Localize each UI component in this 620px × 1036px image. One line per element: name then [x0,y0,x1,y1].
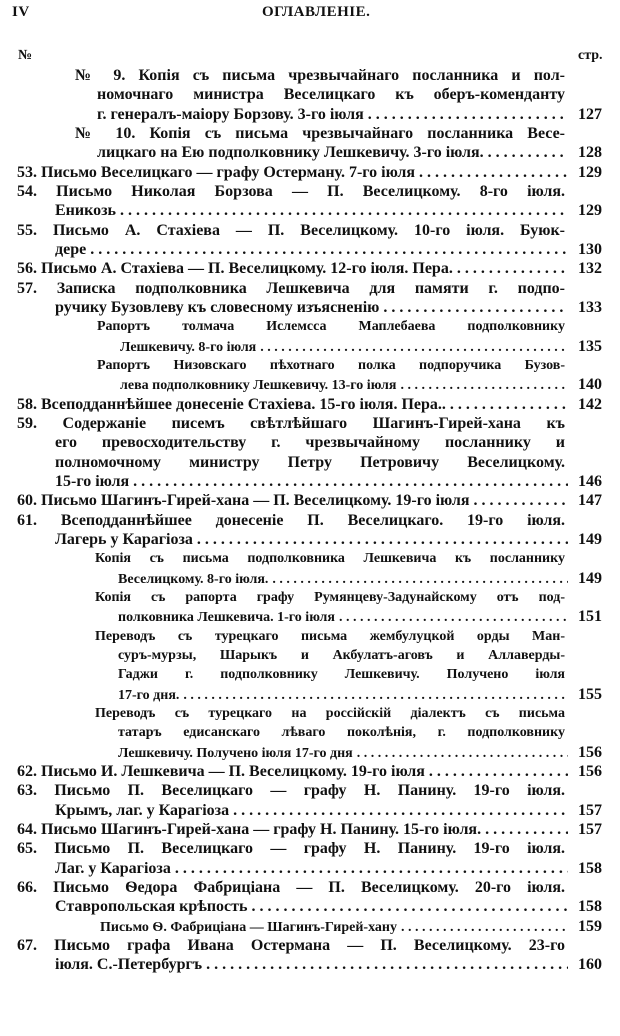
toc-line: 65. Письмо П. Веселицкаго — графу Н. Панину. 19-го іюля. [17,840,565,858]
toc-line [17,762,602,782]
toc-line [55,897,602,917]
toc-line: татаръ едисанскаго лѣваго поколѣнія, г. подполковнику [118,725,565,741]
toc-line [55,201,602,221]
toc-page-number: 140 [578,376,602,394]
toc-page-number: 147 [578,492,602,510]
toc-page-number: 149 [578,530,602,548]
toc-line-text: лицкаго на Ею подполковнику Лешкевичу. 3-го іюля. [97,144,484,162]
toc-line-text: іюля. С.-Петербургъ [55,956,203,974]
toc-line [17,820,602,840]
toc-page-number: 159 [578,917,602,935]
toc-line: 66. Письмо Ѳедора Фабриціана — П. Веселицкому. 20-го іюля. [17,878,565,896]
page-column-header: стр. [578,48,603,63]
toc-line [97,143,602,163]
toc-line [55,859,602,879]
toc-line: № 9. Копія съ письма чрезвычайнаго посланника и пол- [75,67,565,84]
page-title: ОГЛАВЛЕНІЕ. [262,4,371,20]
toc-page-number: 142 [578,395,602,413]
toc-line-text: 15-го іюля [55,472,130,490]
dot-leader [233,801,568,821]
toc-line: его превосходительству г. чрезвычайному посланнику и [55,434,565,452]
dot-leader [120,201,568,221]
toc-line [55,298,602,318]
toc-line: полномочному министру Петру Петровичу Веселицкому. [55,453,565,471]
toc-line: номочнаго министра Веселицкаго къ оберъ-коменданту [97,86,565,104]
toc-page-number: 156 [578,743,602,761]
toc-page-number: 146 [578,472,602,490]
toc-line [55,955,602,975]
toc-line-text: 56. Письмо А. Стахіева — П. Веселицкому. 12-го іюля. Пера. [17,260,453,278]
dot-leader [383,298,568,318]
toc-page-number: 127 [578,105,602,123]
toc-line [120,375,602,395]
dot-leader [175,859,568,879]
toc-line: 54. Письмо Николая Борзова — П. Веселицкому. 8-го іюля. [17,182,565,200]
toc-line: Рапортъ Низовскаго пѣхотнаго полка подпоручика Бузов- [97,357,565,373]
toc-page-number: 132 [578,260,602,278]
toc-line [118,743,602,763]
toc-line: суръ-мурзы, Шарыкъ и Акбулатъ-аговъ и Аллаверды- [118,647,565,663]
toc-page-number: 149 [578,569,602,587]
dot-leader [206,955,568,975]
toc-line-text: 62. Письмо И. Лешкевича — П. Веселицкому. 19-го іюля [17,762,425,780]
toc-page-number: 155 [578,685,602,703]
dot-leader [368,105,568,125]
toc-line: 63. Письмо П. Веселицкаго — графу Н. Панину. 19-го іюля. [17,782,565,800]
dot-leader [133,472,568,492]
toc-line-text: Лагерь у Карагіоза [55,530,193,548]
toc-line-text: 64. Письмо Шагинъ-Гирей-хана — графу Н. Панину. 15-го іюля. [17,820,482,838]
toc-line: Переводъ съ турецкаго письма жембулуцкой орды Ман- [95,628,565,644]
toc-line-text: лева подполковнику Лешкевичу. 13-го іюля [120,378,397,394]
toc-line: Копія съ рапорта графу Румянцеву-Задунайскому отъ под- [95,589,565,605]
dot-leader [429,762,568,782]
toc-line [97,105,602,125]
dot-leader [272,570,568,589]
toc-line-text: Ставропольская крѣпость [55,898,248,916]
toc-page-number: 151 [578,608,602,626]
toc-line: Копія съ письма подполковника Лешкевича къ посланнику [95,551,565,567]
toc-line-text: Лешкевичу. Получено іюля 17-го дня [118,745,353,761]
toc-line-text: 17-го дня. [118,687,180,703]
toc-line [17,491,602,511]
toc-line: Рапортъ толмача Ислемсса Маплебаева подполковнику [97,319,565,335]
dot-leader [251,897,568,917]
toc-page-number: 156 [578,762,602,780]
toc-line-text: Лаг. у Карагіоза [55,859,171,877]
toc-page-number: 135 [578,337,602,355]
toc-line [17,259,602,279]
toc-line: 57. Записка подполковника Лешкевича для памяти г. подпо- [17,279,565,297]
toc-page-number: 157 [578,820,602,838]
dot-leader [357,744,568,763]
toc-line-text: Еникозь [55,202,117,220]
toc-line [55,801,602,821]
dot-leader [474,491,568,511]
toc-line-text: Веселицкому. 8-го іюля. [118,571,269,587]
number-column-header: № [18,48,33,63]
toc-line [118,569,602,589]
toc-line-text: 53. Письмо Веселицкаго — графу Остерману. 7-го іюля [17,163,416,181]
toc-line: 55. Письмо А. Стахіева — П. Веселицкому. 10-го іюля. Буюк- [17,221,565,239]
toc-line: Переводъ съ турецкаго на россійскій діалектъ съ письма [95,705,565,721]
toc-line: 61. Всеподданнѣйшее донесеніе П. Веселицкаго. 19-го іюля. [17,511,565,529]
toc-page-number: 128 [578,144,602,162]
dot-leader [400,376,568,395]
toc-line-text: Письмо Ѳ. Фабриціана — Шагинъ-Гирей-хану [100,919,397,935]
toc-page-number: 160 [578,956,602,974]
toc-line-text: Лешкевичу. 8-го іюля [120,339,257,355]
dot-leader [419,163,568,183]
dot-leader [339,608,568,627]
toc-page-number: 129 [578,163,602,181]
dot-leader [485,820,568,840]
toc-line [118,607,602,627]
toc-line [55,472,602,492]
toc-line-text: 58. Всеподданнѣйшее донесеніе Стахіева. 15-го іюля. Пера.. [17,395,446,413]
dot-leader [401,918,568,937]
toc-line: 67. Письмо графа Ивана Остермана — П. Веселицкому. 23-го [17,936,565,954]
dot-leader [183,686,568,705]
toc-page-number: 158 [578,898,602,916]
toc-line: Гаджи г. подполковнику Лешкевичу. Получено іюля [118,667,565,683]
toc-line-text: Крымъ, лаг. у Карагіоза [55,801,230,819]
toc-page-number: 133 [578,298,602,316]
dot-leader [90,240,568,260]
toc-page-number: 129 [578,202,602,220]
page-number: IV [12,4,30,20]
toc-line-text: 60. Письмо Шагинъ-Гирей-хана — П. Веселицкому. 19-го іюля [17,492,470,510]
dot-leader [488,143,568,163]
toc-line-text: ручику Бузовлеву къ словесному изъясненію [55,298,380,316]
toc-line: 59. Содержаніе писемъ свѣтлѣйшаго Шагинъ-Гирей-хана къ [17,414,565,432]
toc-page-number: 130 [578,240,602,258]
toc-line [100,917,602,937]
toc-line [120,337,602,357]
dot-leader [457,259,568,279]
toc-line [118,685,602,705]
toc-line-text: полковника Лешкевича. 1-го іюля [118,610,335,626]
dot-leader [260,338,568,357]
toc-line [17,395,602,415]
toc-page-number: 158 [578,859,602,877]
toc-line: № 10. Копія съ письма чрезвычайнаго посланника Весе- [75,124,565,142]
toc-page-number: 157 [578,801,602,819]
dot-leader [197,530,568,550]
dot-leader [450,395,568,415]
toc-line-text: дере [55,240,87,258]
toc-line-text: г. генералъ-маіору Борзову. 3-го іюля [97,105,364,123]
toc-line [17,163,602,183]
toc-line [55,240,602,260]
toc-line [55,530,602,550]
